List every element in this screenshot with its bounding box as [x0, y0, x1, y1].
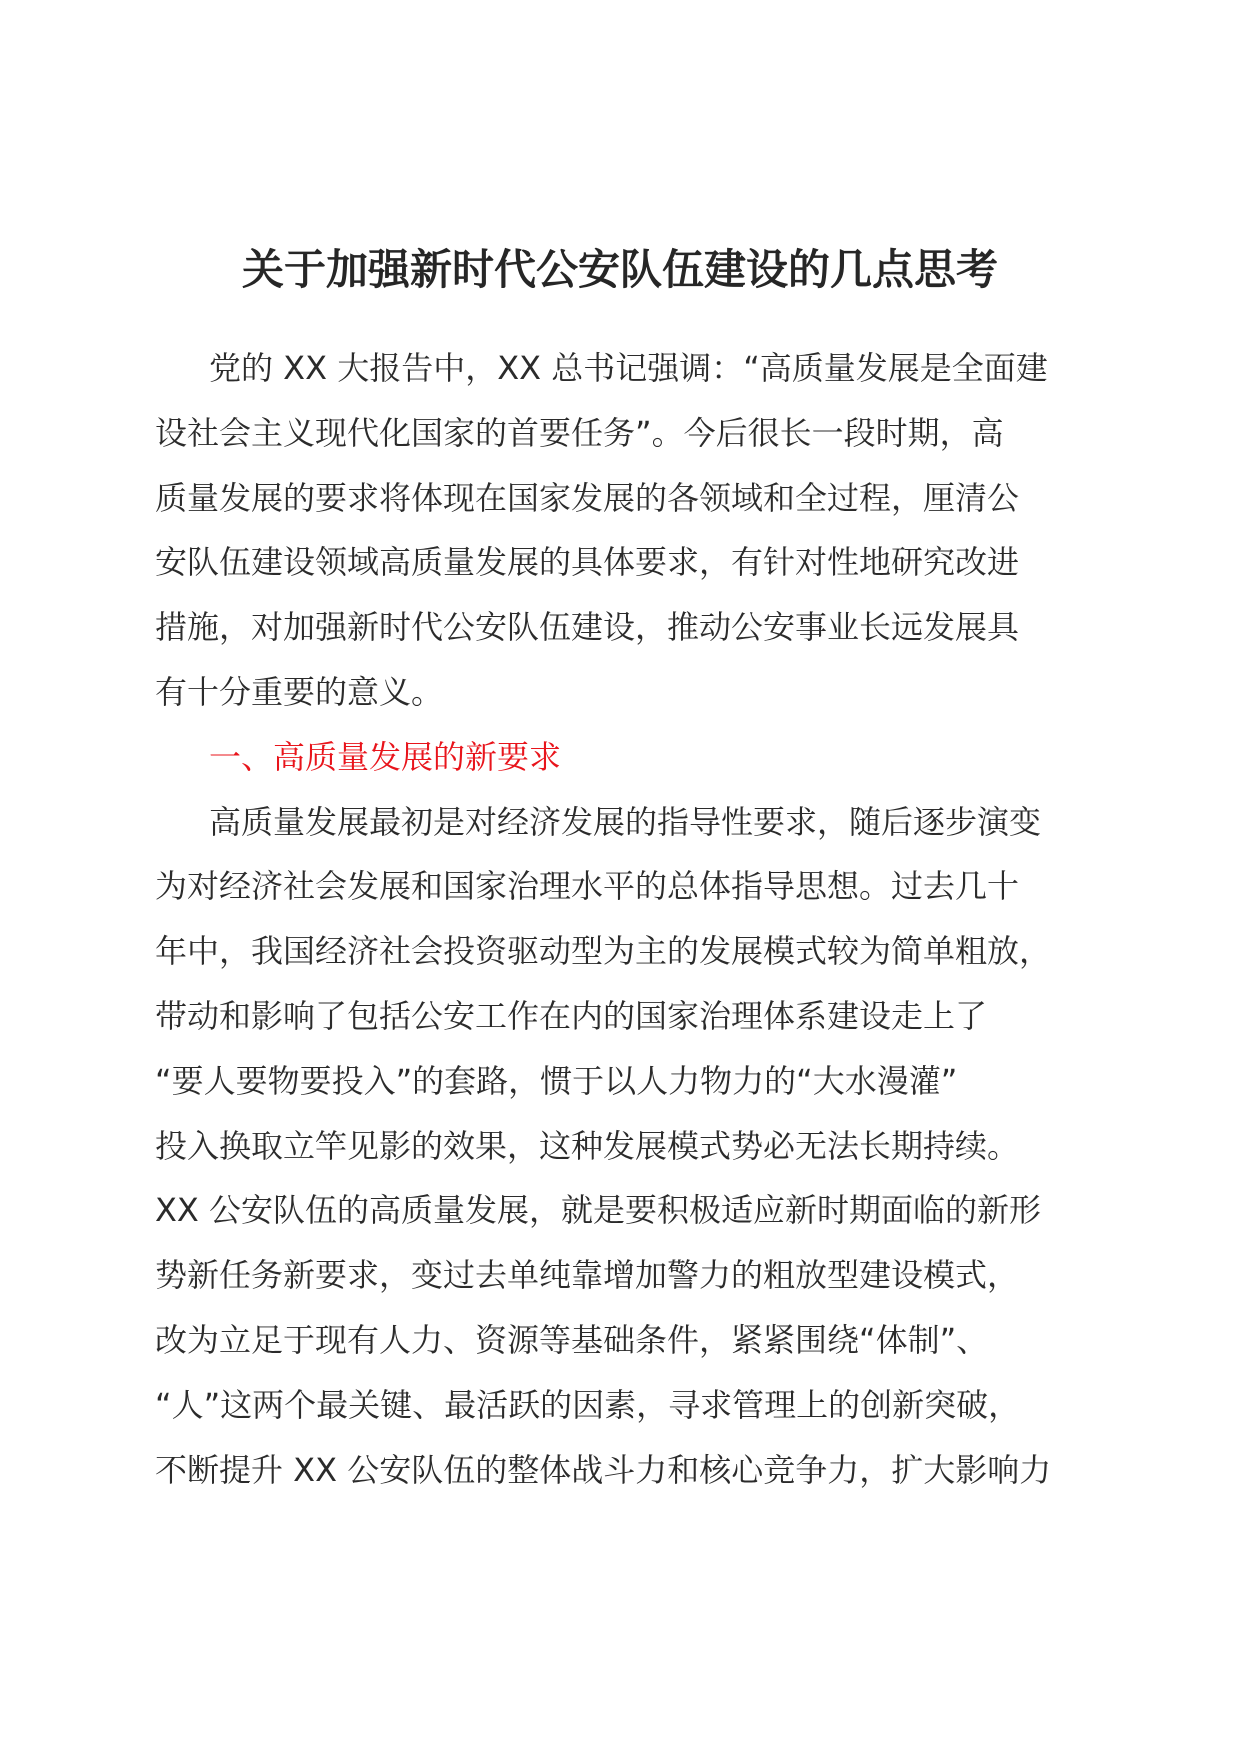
text-line: 改为立足于现有人力、资源等基础条件，紧紧围绕“体制”、 [155, 1320, 989, 1359]
text-line: 投入换取立竿见影的效果，这种发展模式势必无法长期持续。 [155, 1126, 1020, 1165]
paragraph-intro [155, 336, 1095, 725]
text-line: 年中，我国经济社会投资驱动型为主的发展模式较为简单粗放， [155, 932, 1052, 971]
text-line: XX 公安队伍的高质量发展，就是要积极适应新时期面临的新形 [155, 1191, 1042, 1230]
text-line: 有十分重要的意义。 [155, 672, 444, 711]
text-line: 势新任务新要求，变过去单纯靠增加警力的粗放型建设模式， [155, 1256, 1020, 1295]
text-line: 措施，对加强新时代公安队伍建设，推动公安事业长远发展具 [155, 608, 1020, 647]
paragraph-requirements [155, 790, 1095, 1503]
text-line: 不断提升 XX 公安队伍的整体战斗力和核心竞争力，扩大影响力 [155, 1450, 1052, 1489]
text-line: 安队伍建设领域高质量发展的具体要求，有针对性地研究改进 [155, 543, 1020, 582]
document-body [155, 336, 1095, 1502]
document-title: 关于加强新时代公安队伍建设的几点思考 [241, 245, 998, 294]
text-line: 高质量发展最初是对经济发展的指导性要求，随后逐步演变 [209, 802, 1042, 841]
text-line: 带动和影响了包括公安工作在内的国家治理体系建设走上了 [155, 996, 988, 1035]
text-line: 质量发展的要求将体现在国家发展的各领域和全过程，厘清公 [155, 478, 1020, 517]
section-heading: 一、高质量发展的新要求 [209, 737, 562, 776]
text-line: 党的 XX 大报告中，XX 总书记强调：“高质量发展是全面建 [209, 349, 1048, 387]
text-line: 设社会主义现代化国家的首要任务”。今后很长一段时期，高 [155, 413, 1004, 452]
text-line: 为对经济社会发展和国家治理水平的总体指导思想。过去几十 [155, 867, 1020, 906]
text-line: “人”这两个最关键、最活跃的因素，寻求管理上的创新突破， [155, 1385, 1021, 1424]
text-line: “要人要物要投入”的套路，惯于以人力物力的“大水漫灌” [155, 1061, 958, 1100]
